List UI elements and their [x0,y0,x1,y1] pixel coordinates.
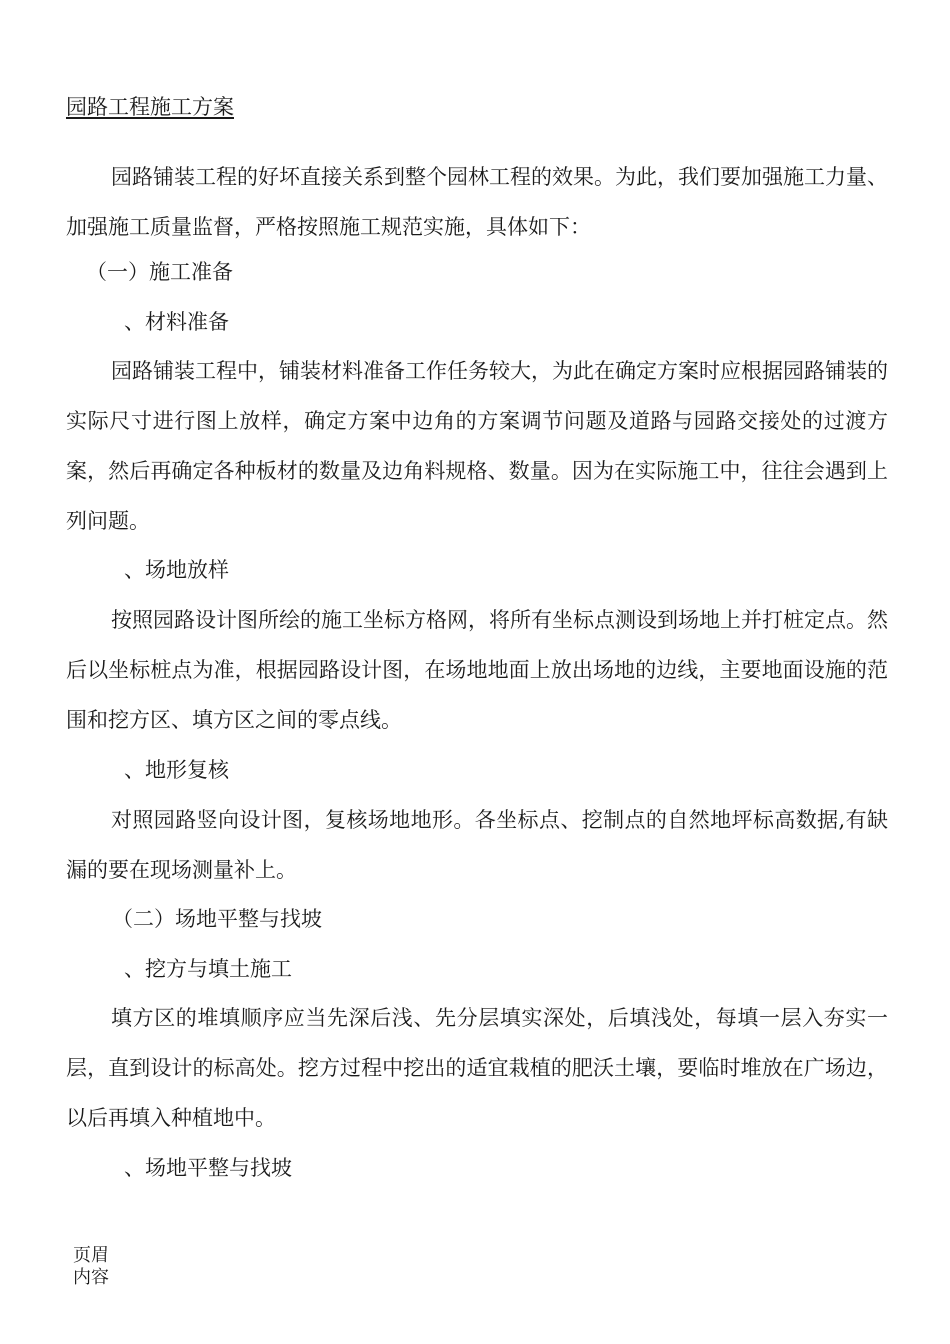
subheading-leveling: 、场地平整与找坡 [124,1156,292,1180]
subheading-terrain-check: 、地形复核 [124,758,229,782]
subheading-cut-fill: 、挖方与填土施工 [124,957,292,981]
layout-paragraph: 按照园路设计图所绘的施工坐标方格网，将所有坐标点测设到场地上并打桩定点。然后以坐标桩点为准，根据园路设计图，在场地地面上放出场地的边线，主要地面设施的范围和挖方区、填方区之间的零点线。 [66,608,888,732]
materials-paragraph: 园路铺装工程中，铺装材料准备工作任务较大，为此在确定方案时应根据园路铺装的实际尺寸进行图上放样，确定方案中边角的方案调节问题及道路与园路交接处的过渡方案，然后再确定各种板材的数量及边角料规格、数量。因为在实际施工中，往往会遇到上列问题。 [66,359,888,533]
page-footer [73,1245,113,1289]
section-heading-grading: （二）场地平整与找坡 [112,907,322,931]
intro-paragraph: 园路铺装工程的好坏直接关系到整个园林工程的效果。为此，我们要加强施工力量、加强施工质量监督，严格按照施工规范实施，具体如下： [66,165,888,239]
footer-line-1: 页眉 [73,1245,109,1266]
terrain-check-paragraph: 对照园路竖向设计图，复核场地地形。各坐标点、挖制点的自然地坪标高数据,有缺漏的要在现场测量补上。 [66,808,888,882]
subheading-layout: 、场地放样 [124,558,229,582]
page-title: 园路工程施工方案 [66,95,234,119]
cut-fill-paragraph: 填方区的堆填顺序应当先深后浅、先分层填实深处，后填浅处，每填一层入夯实一层，直到设计的标高处。挖方过程中挖出的适宜栽植的肥沃土壤，要临时堆放在广场边，以后再填入种植地中。 [66,1006,888,1130]
section-heading-prep: （一）施工准备 [86,260,233,284]
footer-line-2: 内容 [73,1267,109,1288]
subheading-materials: 、材料准备 [124,310,229,334]
